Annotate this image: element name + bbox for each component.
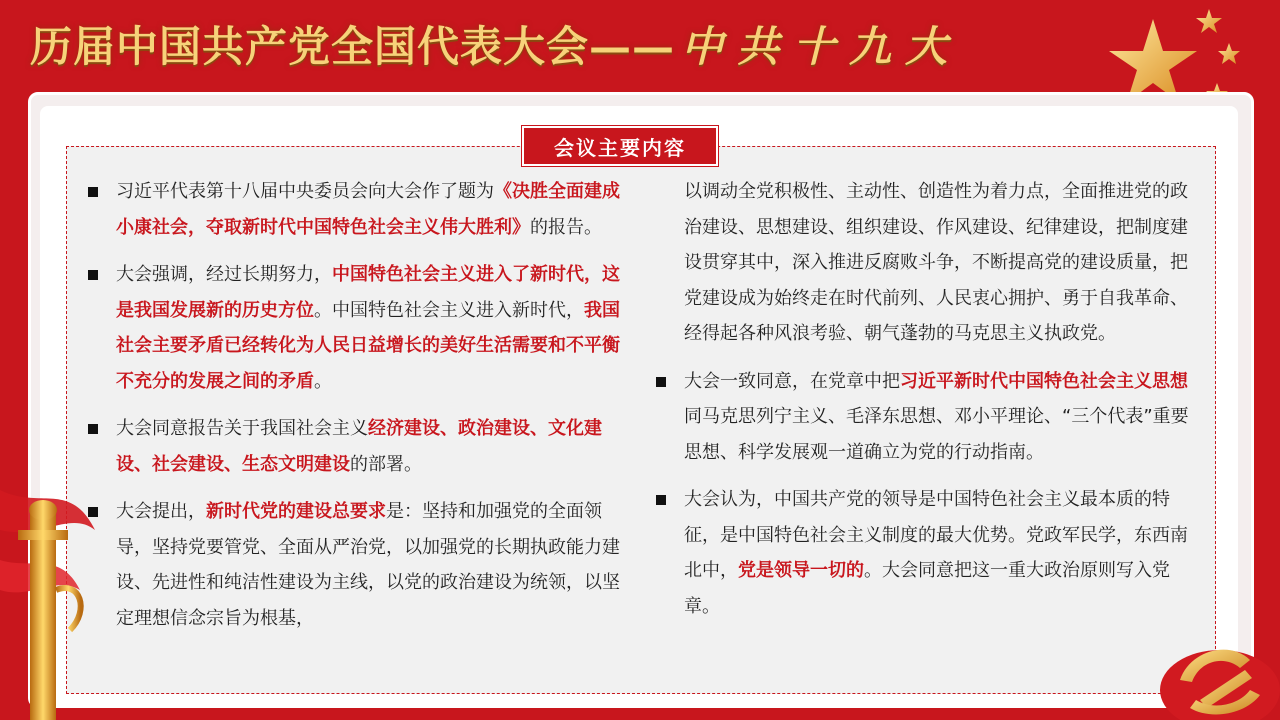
party-emblem-icon	[1150, 630, 1280, 720]
title-sub: 中共十九大	[681, 22, 962, 71]
list-item: 大会一致同意，在党章中把习近平新时代中国特色社会主义思想同马克思列宁主义、毛泽东思想、邓小平理论、“三个代表”重要思想、科学发展观一道确立为党的行动指南。	[656, 364, 1196, 471]
right-column	[656, 174, 1196, 636]
section-badge: 会议主要内容	[522, 126, 718, 166]
list-item-continued: 以调动全党积极性、主动性、创造性为着力点，全面推进党的政治建设、思想建设、组织建设、作风建设、纪律建设，把制度建设贯穿其中，深入推进反腐败斗争，不断提高党的建设质量，把党建设成为始终走在时代前列、人民衷心拥护、勇于自我革命、经得起各种风浪考验、朝气蓬勃的马克思主义执政党。	[684, 181, 1188, 344]
list-item: 大会认为，中国共产党的领导是中国特色社会主义最本质的特征，是中国特色社会主义制度的最大优势。党政军民学，东西南北中，党是领导一切的。大会同意把这一重大政治原则写入党章。	[656, 482, 1196, 624]
list-item: 大会提出，新时代党的建设总要求是：坚持和加强党的全面领导，坚持党要管党、全面从严治党，以加强党的长期执政能力建设、先进性和纯洁性建设为主线，以党的政治建设为统领，以坚定理想信念宗旨为根基，	[88, 494, 626, 636]
bullet-icon	[88, 187, 98, 197]
list-item: 大会同意报告关于我国社会主义经济建设、政治建设、文化建设、社会建设、生态文明建设的部署。	[88, 411, 626, 482]
bullet-icon	[88, 424, 98, 434]
bullet-icon	[88, 270, 98, 280]
title-main: 历届中国共产党全国代表大会	[30, 22, 590, 71]
huabiao-column-icon	[0, 470, 110, 720]
page-title	[30, 14, 961, 74]
left-column	[88, 174, 626, 648]
bullet-icon	[656, 377, 666, 387]
title-dash: ——	[589, 22, 676, 71]
list-item: 大会强调，经过长期努力，中国特色社会主义进入了新时代，这是我国发展新的历史方位。中国特色社会主义进入新时代，我国社会主要矛盾已经转化为人民日益增长的美好生活需要和不平衡不充分的发展之间的矛盾。	[88, 257, 626, 399]
bullet-icon	[656, 495, 666, 505]
list-item: 习近平代表第十八届中央委员会向大会作了题为《决胜全面建成小康社会，夺取新时代中国特色社会主义伟大胜利》的报告。	[88, 174, 626, 245]
